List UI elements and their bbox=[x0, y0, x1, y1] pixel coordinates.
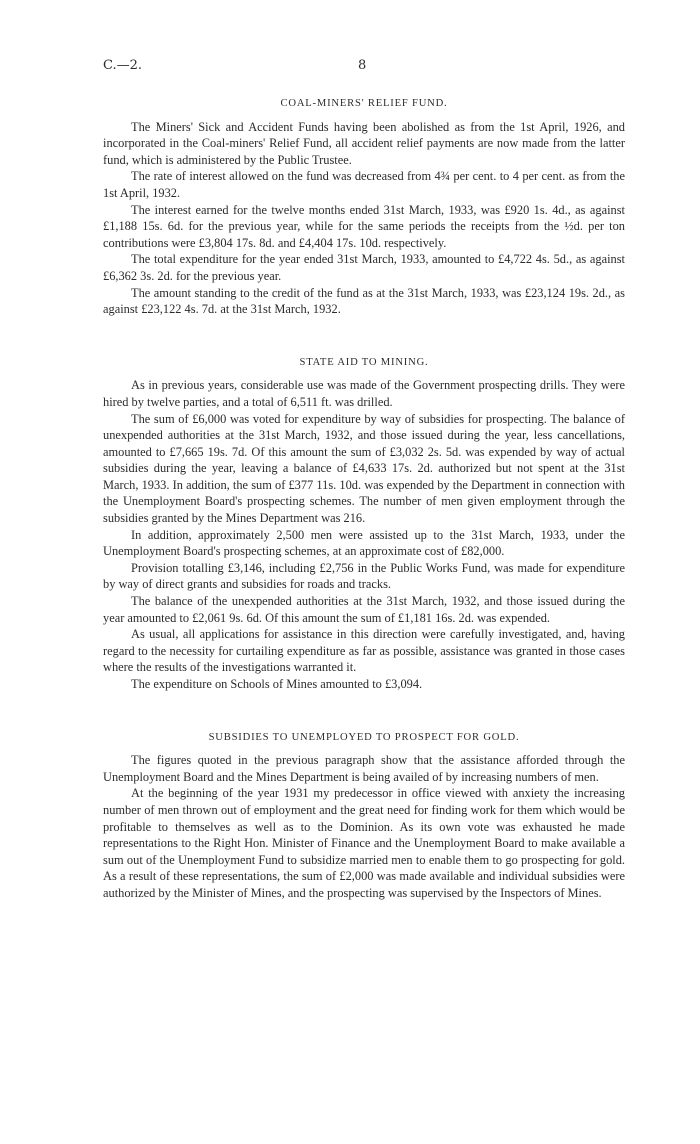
section-title: STATE AID TO MINING. bbox=[299, 356, 429, 368]
page-number: 8 bbox=[358, 58, 367, 73]
paragraph: The amount standing to the credit of the fund as at the 31st March, 1933, was £23,124 19s. 2d., as against £23,122 4s. 7d. at the 31st March, 1932. bbox=[103, 285, 625, 317]
paragraph: The balance of the unexpended authorities at the 31st March, 1932, and those issued during the year amounted to £2,061 9s. 6d. Of this amount the sum of £1,181 16s. 2d. was expended. bbox=[103, 594, 625, 625]
section-coal-miners-relief-fund bbox=[103, 96, 625, 318]
paragraph: The expenditure on Schools of Mines amounted to £3,094. bbox=[131, 677, 423, 691]
document-reference: C.—2. bbox=[103, 58, 143, 73]
section-subsidies-to-unemployed bbox=[103, 730, 625, 902]
paragraph: The rate of interest allowed on the fund was decreased from 4¾ per cent. to 4 per cent. as from the 1st April, 1932. bbox=[103, 169, 625, 200]
paragraph: At the beginning of the year 1931 my predecessor in office viewed with anxiety the increasing number of men thrown out of employment and the great need for finding work for them which would be profitable to themselves as well as to the Dominion. As its own vote was exhausted he made representations to the Right Hon. Minister of Finance and the Unemployment Board to make available a sum out of the Unemployment Fund to subsidize married men to enable them to go prospecting for gold. As a result of these representations, the sum of £2,000 was made available and individual subsidies were authorized by the Minister of Mines, and the prospecting was supervised by the Inspectors of Mines. bbox=[103, 786, 625, 900]
paragraph: The interest earned for the twelve months ended 31st March, 1933, was £920 1s. 4d., as against £1,188 15s. 6d. for the previous year, while for the same periods the receipts from the ½d. per ton contributions were £3,804 17s. 8d. and £4,404 17s. 10d. respectively. bbox=[103, 202, 625, 250]
page-header bbox=[103, 58, 625, 78]
paragraph: The sum of £6,000 was voted for expenditure by way of subsidies for prospecting. The balance of unexpended authorities at the 31st March, 1932, and those issued during the year, less cancellations, amounted to £7,665 19s. 7d. Of this amount the sum of £3,032 2s. 5d. was expended by way of actual subsidies during the year, leaving a balance of £4,633 17s. 2d. authorized but not spent at the 31st March, 1933. In addition, the sum of £377 11s. 10d. was expended by the Department in connection with the Unemployment Board's prospecting schemes. The number of men given employment through the subsidies granted by the Mines Department was 216. bbox=[103, 411, 625, 526]
paragraph: In addition, approximately 2,500 men were assisted up to the 31st March, 1933, under the Unemployment Board's prospecting schemes, at an approximate cost of £82,000. bbox=[103, 527, 625, 559]
page-content bbox=[103, 96, 625, 902]
paragraph: Provision totalling £3,146, including £2,756 in the Public Works Fund, was made for expenditure by way of direct grants and subsidies for roads and tracks. bbox=[103, 560, 625, 592]
section-state-aid-to-mining bbox=[103, 355, 625, 693]
paragraph: The total expenditure for the year ended 31st March, 1933, amounted to £4,722 4s. 5d., as against £6,362 3s. 2d. for the previous year. bbox=[103, 252, 625, 283]
paragraph: As usual, all applications for assistance in this direction were carefully investigated, and, having regard to the necessity for curtailing expenditure as far as possible, assistance was granted in those cases where the results of the investigations warranted it. bbox=[103, 627, 625, 675]
paragraph: As in previous years, considerable use was made of the Government prospecting drills. They were hired by twelve parties, and a total of 6,511 ft. was drilled. bbox=[103, 378, 625, 409]
section-title: COAL-MINERS' RELIEF FUND. bbox=[280, 98, 448, 109]
paragraph: The figures quoted in the previous paragraph show that the assistance afforded through the Unemployment Board and the Mines Department is being availed of by increasing numbers of men. bbox=[103, 753, 625, 784]
section-title: SUBSIDIES TO UNEMPLOYED TO PROSPECT FOR GOLD. bbox=[208, 731, 520, 743]
paragraph: The Miners' Sick and Accident Funds having been abolished as from the 1st April, 1926, and incorporated in the Coal-miners' Relief Fund, all accident relief payments are now made from the latter fund, which is administered by the Public Trustee. bbox=[103, 119, 625, 167]
